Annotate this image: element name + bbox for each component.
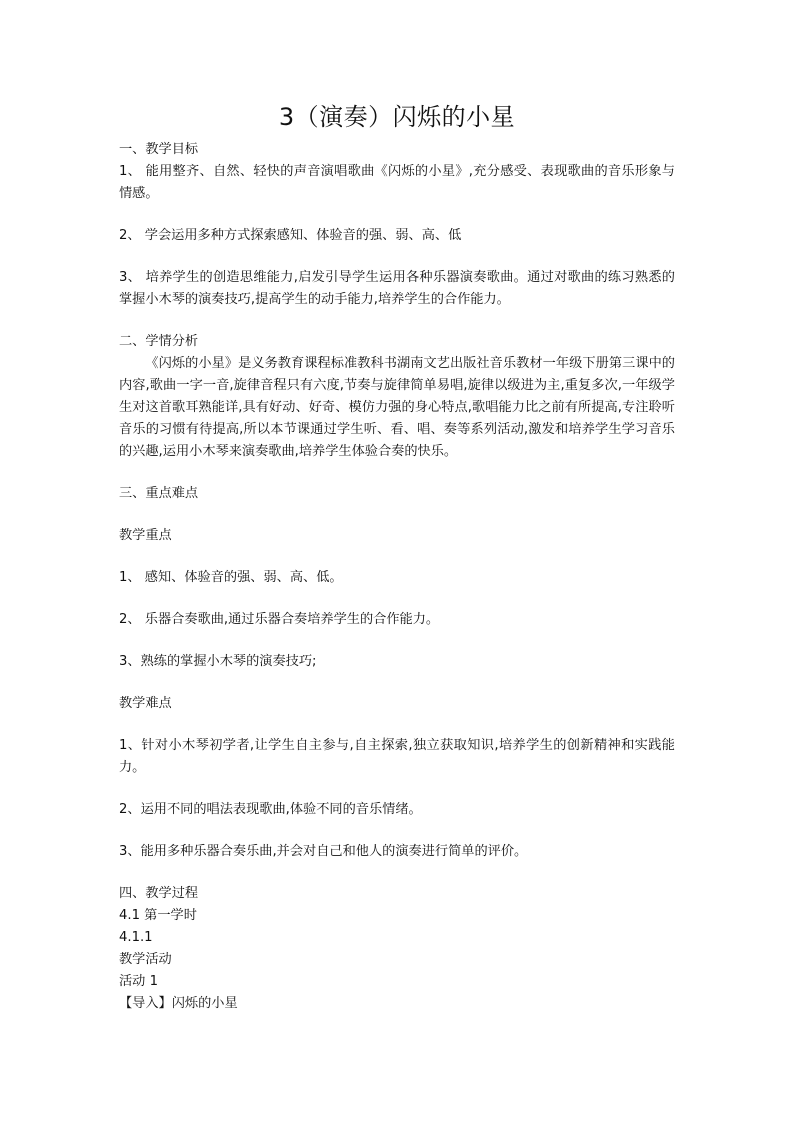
- section-heading-process: 四、教学过程: [119, 886, 199, 901]
- section-heading-keypoints: 三、重点难点: [119, 486, 199, 501]
- focus-heading: 教学重点: [119, 528, 172, 543]
- process-line-3: 教学活动: [119, 952, 172, 967]
- goal-item-1: 1、 能用整齐、自然、轻快的声音演唱歌曲《闪烁的小星》,充分感受、表现歌曲的音乐形象与情感。: [119, 164, 675, 201]
- section-heading-goals: 一、教学目标: [119, 142, 199, 157]
- document-title: 3（演奏）闪烁的小星: [278, 103, 516, 131]
- difficulty-heading: 教学难点: [119, 696, 172, 711]
- goal-item-2: 2、 学会运用多种方式探索感知、体验音的强、弱、高、低: [119, 228, 462, 243]
- analysis-paragraph: 《闪烁的小星》是义务教育课程标准教科书湖南文艺出版社音乐教材一年级下册第三课中的内容,歌曲一字一音,旋律音程只有六度,节奏与旋律简单易唱,旋律以级进为主,重复多次,一年级学生对这首歌耳熟能详,具有好动、好奇、模仿力强的身心特点,歌唱能力比之前有所提高,专注聆听音乐的习惯有待提高,所以本节课通过学生听、看、唱、奏等系列活动,激发和培养学生学习音乐的兴趣,运用小木琴来演奏歌曲,培养学生体验合奏的快乐。: [119, 356, 675, 459]
- difficulty-item-2: 2、运用不同的唱法表现歌曲,体验不同的音乐情绪。: [119, 802, 422, 817]
- focus-item-3: 3、熟练的掌握小木琴的演奏技巧;: [119, 654, 317, 669]
- document-content: [119, 100, 675, 1015]
- process-line-5: 【导入】闪烁的小星: [119, 996, 238, 1011]
- goal-item-3: 3、 培养学生的创造思维能力,启发引导学生运用各种乐器演奏歌曲。通过对歌曲的练习熟悉的掌握小木琴的演奏技巧,提高学生的动手能力,培养学生的合作能力。: [119, 270, 675, 307]
- process-line-2: 4.1.1: [119, 930, 153, 945]
- section-heading-analysis: 二、学情分析: [119, 334, 199, 349]
- focus-item-2: 2、 乐器合奏歌曲,通过乐器合奏培养学生的合作能力。: [119, 612, 440, 627]
- process-line-1: 4.1 第一学时: [119, 908, 197, 923]
- difficulty-item-3: 3、能用多种乐器合奏乐曲,并会对自己和他人的演奏进行简单的评价。: [119, 844, 528, 859]
- difficulty-item-1: 1、针对小木琴初学者,让学生自主参与,自主探索,独立获取知识,培养学生的创新精神和实践能力。: [119, 738, 675, 775]
- process-line-4: 活动 1: [119, 974, 158, 989]
- focus-item-1: 1、 感知、体验音的强、弱、高、低。: [119, 570, 343, 585]
